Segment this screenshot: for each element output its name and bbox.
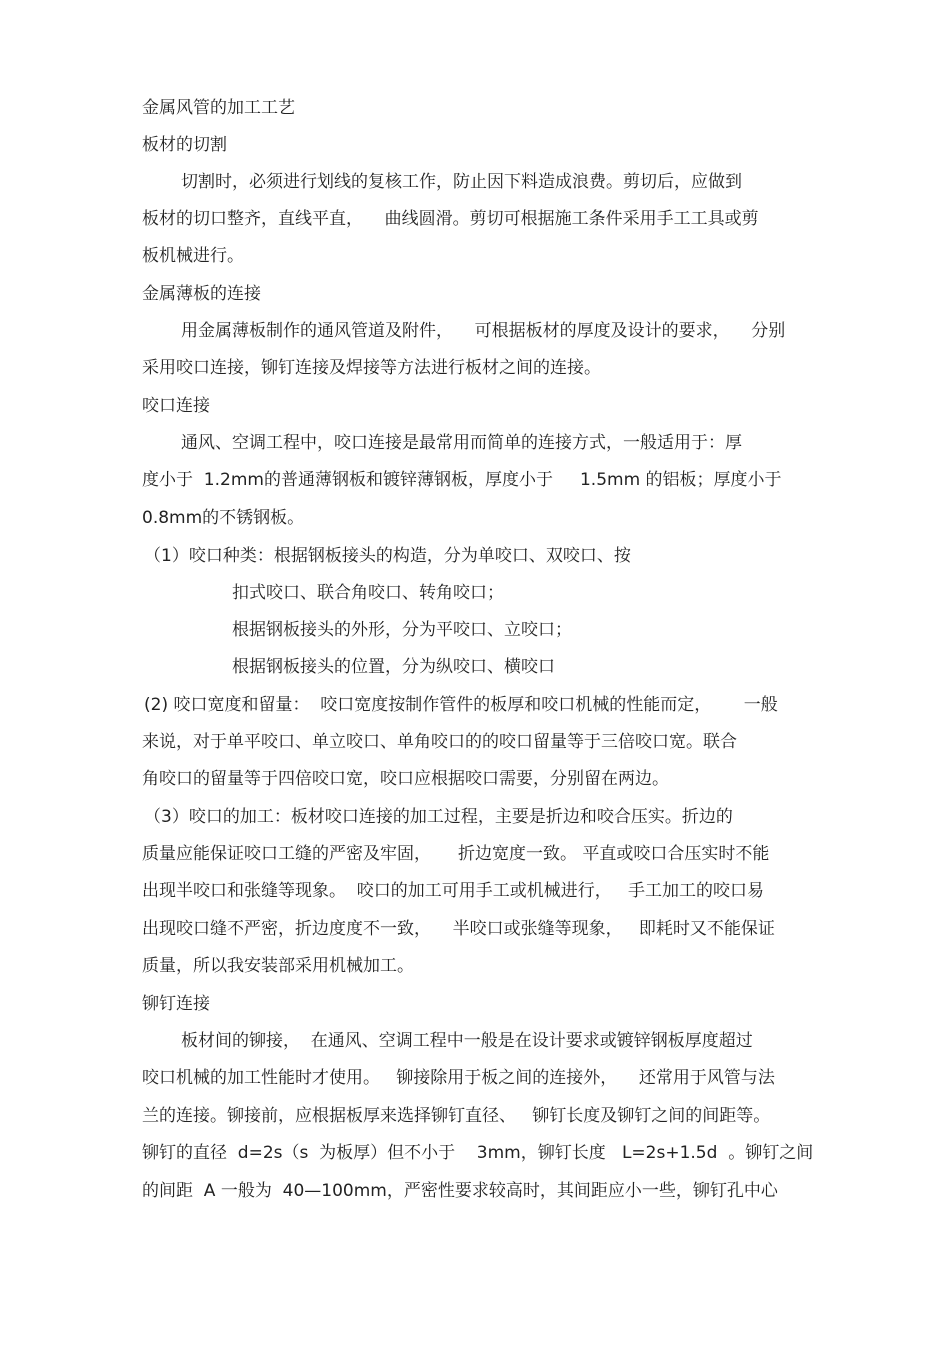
list-item-continuation: 根据钢板接头的外形，分为平咬口、立咬口； [232,620,572,640]
paragraph-line: 咬口机械的加工性能时才使用。 铆接除用于板之间的连接外， 还常用于风管与法 [142,1068,775,1088]
list-item-continuation: 扣式咬口、联合角咬口、转角咬口； [232,583,504,603]
paragraph-line: 铆钉的直径 d=2s（s 为板厚）但不小于 3mm，铆钉长度 L=2s+1.5d 。铆钉之间 [142,1143,814,1163]
section-heading: 咬口连接 [142,396,210,416]
paragraph-line: 出现咬口缝不严密，折边度度不一致， 半咬口或张缝等现象， 即耗时又不能保证 [142,919,775,939]
paragraph-line: 角咬口的留量等于四倍咬口宽，咬口应根据咬口需要，分别留在两边。 [142,769,669,789]
list-item: （1）咬口种类：根据钢板接头的构造，分为单咬口、双咬口、按 [144,546,631,566]
document-title: 金属风管的加工工艺 [142,98,295,118]
paragraph-line: 质量应能保证咬口工缝的严密及牢固， 折边宽度一致。 平直或咬口合压实时不能 [142,844,770,864]
paragraph-line: 用金属薄板制作的通风管道及附件， 可根据板材的厚度及设计的要求， 分别 [181,321,786,341]
paragraph-line: 来说，对于单平咬口、单立咬口、单角咬口的的咬口留量等于三倍咬口宽。联合 [142,732,737,752]
list-item: （3）咬口的加工：板材咬口连接的加工过程，主要是折边和咬合压实。折边的 [144,807,733,827]
paragraph-line: 板机械进行。 [142,246,244,266]
paragraph-line: 兰的连接。铆接前，应根据板厚来选择铆钉直径、 铆钉长度及铆钉之间的间距等。 [142,1106,771,1126]
paragraph-line: 度小于 1.2mm的普通薄钢板和镀锌薄钢板，厚度小于 1.5mm 的铝板；厚度小于 [142,470,782,490]
list-item: (2) 咬口宽度和留量： 咬口宽度按制作管件的板厚和咬口机械的性能而定， 一般 [144,695,778,715]
paragraph-line: 板材间的铆接， 在通风、空调工程中一般是在设计要求或镀锌钢板厚度超过 [181,1031,753,1051]
section-heading: 金属薄板的连接 [142,284,261,304]
paragraph-line: 采用咬口连接，铆钉连接及焊接等方法进行板材之间的连接。 [142,358,601,378]
section-heading: 板材的切割 [142,135,227,155]
paragraph-line: 通风、空调工程中，咬口连接是最常用而简单的连接方式，一般适用于：厚 [181,433,742,453]
paragraph-line: 切割时，必须进行划线的复核工作，防止因下料造成浪费。剪切后，应做到 [181,172,742,192]
paragraph-line: 0.8mm的不锈钢板。 [142,508,305,528]
paragraph-line: 出现半咬口和张缝等现象。 咬口的加工可用手工或机械进行， 手工加工的咬口易 [142,881,765,901]
list-item-continuation: 根据钢板接头的位置，分为纵咬口、横咬口 [232,657,555,677]
paragraph-line: 板材的切口整齐，直线平直， 曲线圆滑。剪切可根据施工条件采用手工工具或剪 [142,209,759,229]
section-heading: 铆钉连接 [142,994,210,1014]
paragraph-line: 质量，所以我安装部采用机械加工。 [142,956,414,976]
paragraph-line: 的间距 A 一般为 40—100mm，严密性要求较高时，其间距应小一些，铆钉孔中心 [142,1181,778,1201]
